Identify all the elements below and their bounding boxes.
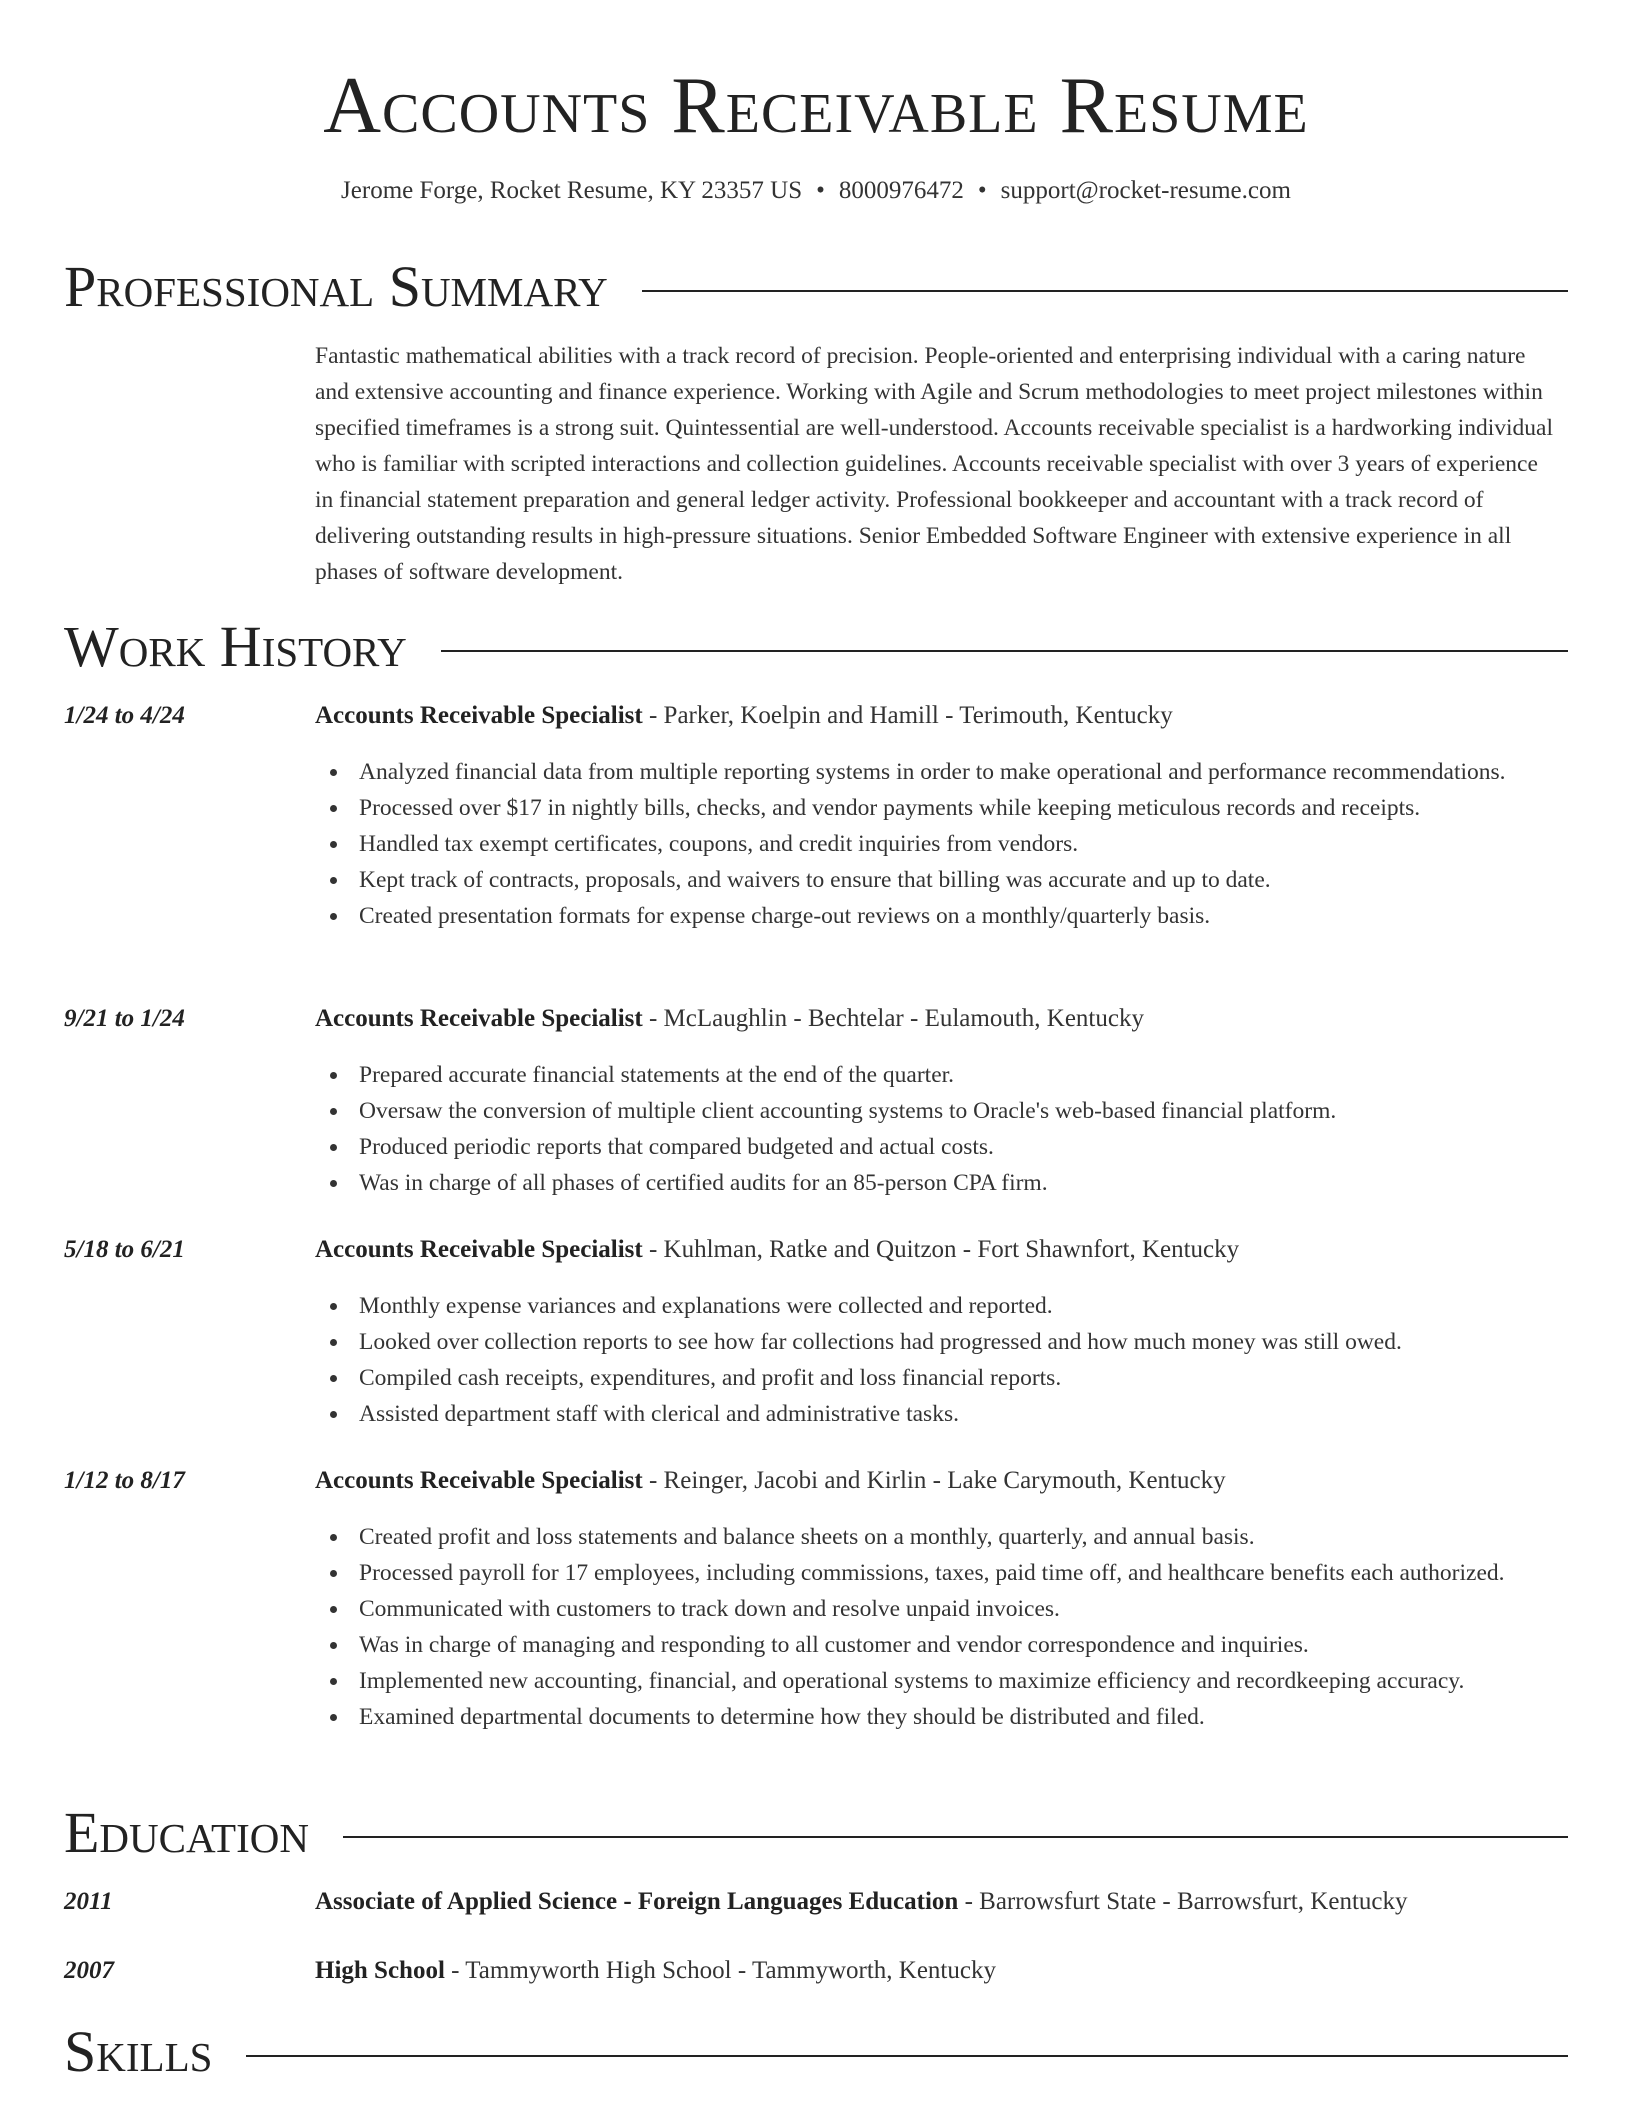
contact-separator: • (977, 177, 987, 204)
list-item: Oversaw the conversion of multiple client accounting systems to Oracle's web-based financial platform. (315, 1093, 1565, 1129)
list-item: Processed over $17 in nightly bills, checks, and vendor payments while keeping meticulous records and receipts. (315, 790, 1565, 826)
list-item: Was in charge of all phases of certified audits for an 85-person CPA firm. (315, 1165, 1565, 1201)
job-header (315, 1464, 1565, 1498)
section-divider (343, 1836, 1568, 1838)
list-item: Monthly expense variances and explanations were collected and reported. (315, 1288, 1565, 1324)
list-item: Produced periodic reports that compared budgeted and actual costs. (315, 1129, 1565, 1165)
education-year: 2007 (64, 1957, 114, 1984)
section-heading-work-history (64, 612, 1568, 682)
education-details: - Tammyworth High School - Tammyworth, Kentucky (444, 1957, 996, 1984)
job-title: Accounts Receivable Specialist (315, 1467, 643, 1494)
job-title: Accounts Receivable Specialist (315, 702, 643, 729)
job-bullets (315, 1057, 1565, 1201)
education-degree: High School (315, 1957, 445, 1984)
education-details: - Barrowsfurt State - Barrowsfurt, Kentucky (958, 1888, 1408, 1915)
list-item: Analyzed financial data from multiple reporting systems in order to make operational and performance recommendations. (315, 754, 1565, 790)
section-divider (642, 290, 1568, 292)
job-details: - Kuhlman, Ratke and Quitzon - Fort Shawnfort, Kentucky (642, 1236, 1240, 1263)
job-title: Accounts Receivable Specialist (315, 1236, 643, 1263)
list-item: Processed payroll for 17 employees, including commissions, taxes, paid time off, and healthcare benefits each authorized. (315, 1555, 1565, 1591)
education-entry (315, 1954, 1565, 1988)
job-details: - Reinger, Jacobi and Kirlin - Lake Carymouth, Kentucky (642, 1467, 1226, 1494)
contact-separator: • (816, 177, 825, 204)
list-item: Was in charge of managing and responding to all customer and vendor correspondence and inquiries. (315, 1627, 1565, 1663)
job-dates: 1/24 to 4/24 (64, 702, 185, 729)
job-bullets (315, 1288, 1565, 1432)
contact-line (0, 174, 1632, 208)
list-item: Created presentation formats for expense charge-out reviews on a monthly/quarterly basis. (315, 898, 1565, 934)
contact-email: support@rocket-resume.com (1000, 177, 1291, 204)
list-item: Handled tax exempt certificates, coupons, and credit inquiries from vendors. (315, 826, 1565, 862)
job-dates: 5/18 to 6/21 (64, 1236, 185, 1263)
list-item: Assisted department staff with clerical and administrative tasks. (315, 1396, 1565, 1432)
job-header (315, 699, 1565, 733)
education-year: 2011 (64, 1888, 113, 1915)
summary-text: Fantastic mathematical abilities with a track record of precision. People-oriented and enterprising individual with a caring nature and extensive accounting and finance experience. Working with Agile and Scrum methodologies to meet project milestones within specified timeframes is a strong suit. Quintessential are well-understood. Accounts receivable specialist is a hardworking individual who is familiar with scripted interactions and collection guidelines. Accounts receivable specialist with over 3 years of experience in financial statement preparation and general ledger activity. Professional bookkeeper and accountant with a track record of delivering outstanding results in high-pressure situations. Senior Embedded Software Engineer with extensive experience in all phases of software development. (315, 343, 1553, 585)
list-item: Kept track of contracts, proposals, and waivers to ensure that billing was accurate and up to date. (315, 862, 1565, 898)
contact-phone: 8000976472 (838, 177, 964, 204)
job-header (315, 1002, 1565, 1036)
job-details: - Parker, Koelpin and Hamill - Terimouth, Kentucky (642, 702, 1173, 729)
section-divider (441, 650, 1568, 652)
section-title: Work History (64, 614, 407, 679)
job-title: Accounts Receivable Specialist (315, 1005, 643, 1032)
list-item: Compiled cash receipts, expenditures, and profit and loss financial reports. (315, 1360, 1565, 1396)
list-item: Created profit and loss statements and balance sheets on a monthly, quarterly, and annual basis. (315, 1519, 1565, 1555)
section-title: Education (64, 1800, 309, 1865)
list-item: Implemented new accounting, financial, and operational systems to maximize efficiency and recordkeeping accuracy. (315, 1663, 1565, 1699)
list-item: Looked over collection reports to see how far collections had progressed and how much money was still owed. (315, 1324, 1565, 1360)
section-heading-education (64, 1798, 1568, 1868)
job-details: - McLaughlin - Bechtelar - Eulamouth, Kentucky (642, 1005, 1144, 1032)
section-divider (246, 2055, 1568, 2057)
section-title: Skills (64, 2019, 213, 2084)
job-bullets (315, 754, 1565, 934)
education-entry (315, 1885, 1565, 1919)
list-item: Communicated with customers to track down and resolve unpaid invoices. (315, 1591, 1565, 1627)
list-item: Prepared accurate financial statements at the end of the quarter. (315, 1057, 1565, 1093)
resume-title: Accounts Receivable Resume (323, 62, 1309, 150)
education-degree: Associate of Applied Science - Foreign Languages Education (315, 1888, 959, 1915)
section-title: Professional Summary (64, 254, 608, 319)
job-header (315, 1233, 1565, 1267)
contact-address: Jerome Forge, Rocket Resume, KY 23357 US (341, 177, 803, 204)
job-dates: 9/21 to 1/24 (64, 1005, 185, 1032)
job-bullets (315, 1519, 1565, 1735)
section-heading-summary (64, 252, 1568, 322)
list-item: Examined departmental documents to determine how they should be distributed and filed. (315, 1699, 1565, 1735)
section-heading-skills (64, 2017, 1568, 2087)
job-dates: 1/12 to 8/17 (64, 1467, 185, 1494)
